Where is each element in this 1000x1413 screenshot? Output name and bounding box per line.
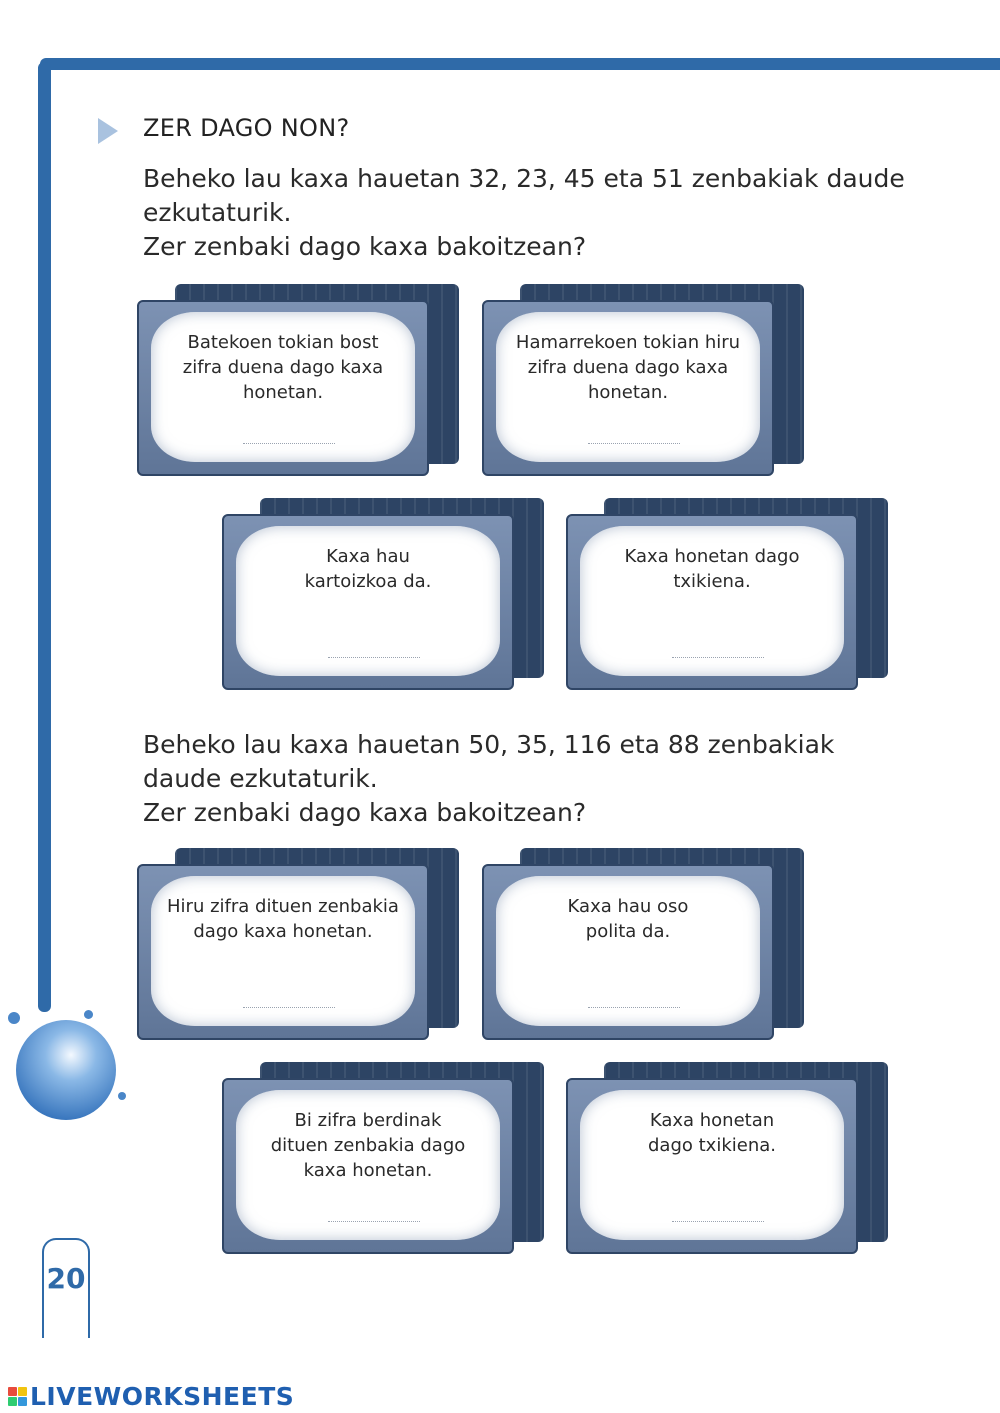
box-front <box>566 1078 858 1254</box>
frame-left-border <box>38 62 51 1012</box>
instruction-line: Beheko lau kaxa hauetan 50, 35, 116 eta 88 zenbakiak <box>143 730 835 759</box>
instruction-question: Zer zenbaki dago kaxa bakoitzean? <box>143 798 587 827</box>
instruction-line: ezkutaturik. <box>143 198 292 227</box>
section1-instructions <box>143 162 923 264</box>
box-clue-text: Bi zifra berdinak dituen zenbakia dago kaxa honetan. <box>270 1110 466 1181</box>
play-arrow-icon <box>98 118 118 144</box>
box-card <box>482 848 804 1044</box>
frame-top-border <box>40 58 1000 70</box>
box-front <box>222 1078 514 1254</box>
box-front <box>137 300 429 476</box>
box-label <box>236 1090 500 1240</box>
box-card <box>137 284 459 480</box>
answer-field[interactable] <box>243 1007 335 1008</box>
blue-ball-decoration <box>16 1020 116 1120</box>
box-label <box>151 876 415 1026</box>
box-clue-text: Kaxa hau kartoizkoa da. <box>304 546 432 592</box>
answer-field[interactable] <box>588 443 680 444</box>
box-label <box>496 312 760 462</box>
box-label <box>580 1090 844 1240</box>
liveworksheets-logo-icon <box>8 1387 27 1406</box>
paint-splash <box>118 1092 126 1100</box>
instruction-line: Beheko lau kaxa hauetan 32, 23, 45 eta 51 zenbakiak daude <box>143 164 905 193</box>
answer-field[interactable] <box>672 657 764 658</box>
brand-text: LIVEWORKSHEETS <box>30 1382 295 1411</box>
paint-splash <box>8 1012 20 1024</box>
answer-field[interactable] <box>243 443 335 444</box>
box-clue-text: Batekoen tokian bost zifra duena dago kaxa honetan. <box>182 332 384 403</box>
page-title: ZER DAGO NON? <box>143 114 350 142</box>
box-front <box>137 864 429 1040</box>
box-label <box>496 876 760 1026</box>
paint-splash <box>84 1010 93 1019</box>
box-front <box>482 864 774 1040</box>
box-card <box>222 1062 544 1258</box>
answer-field[interactable] <box>588 1007 680 1008</box>
answer-field[interactable] <box>328 657 420 658</box>
page-number: 20 <box>46 1262 86 1295</box>
answer-field[interactable] <box>328 1221 420 1222</box>
box-card <box>222 498 544 694</box>
box-card <box>566 498 888 694</box>
box-label <box>580 526 844 676</box>
instruction-line: daude ezkutaturik. <box>143 764 378 793</box>
box-clue-text: Kaxa honetan dago txikiena. <box>648 1110 776 1156</box>
liveworksheets-brand <box>8 1382 294 1411</box>
section2-instructions <box>143 728 923 830</box>
page-number-tab <box>42 1238 90 1338</box>
box-clue-text: Hamarrekoen tokian hiru zifra duena dago kaxa honetan. <box>515 332 741 403</box>
instruction-question: Zer zenbaki dago kaxa bakoitzean? <box>143 232 587 261</box>
answer-field[interactable] <box>672 1221 764 1222</box>
box-label <box>236 526 500 676</box>
box-clue-text: Kaxa honetan dago txikiena. <box>624 546 800 592</box>
box-front <box>222 514 514 690</box>
box-card <box>137 848 459 1044</box>
box-front <box>482 300 774 476</box>
box-card <box>482 284 804 480</box>
box-clue-text: Kaxa hau oso polita da. <box>567 896 689 942</box>
box-label <box>151 312 415 462</box>
box-clue-text: Hiru zifra dituen zenbakia dago kaxa honetan. <box>167 896 399 942</box>
box-card <box>566 1062 888 1258</box>
box-front <box>566 514 858 690</box>
